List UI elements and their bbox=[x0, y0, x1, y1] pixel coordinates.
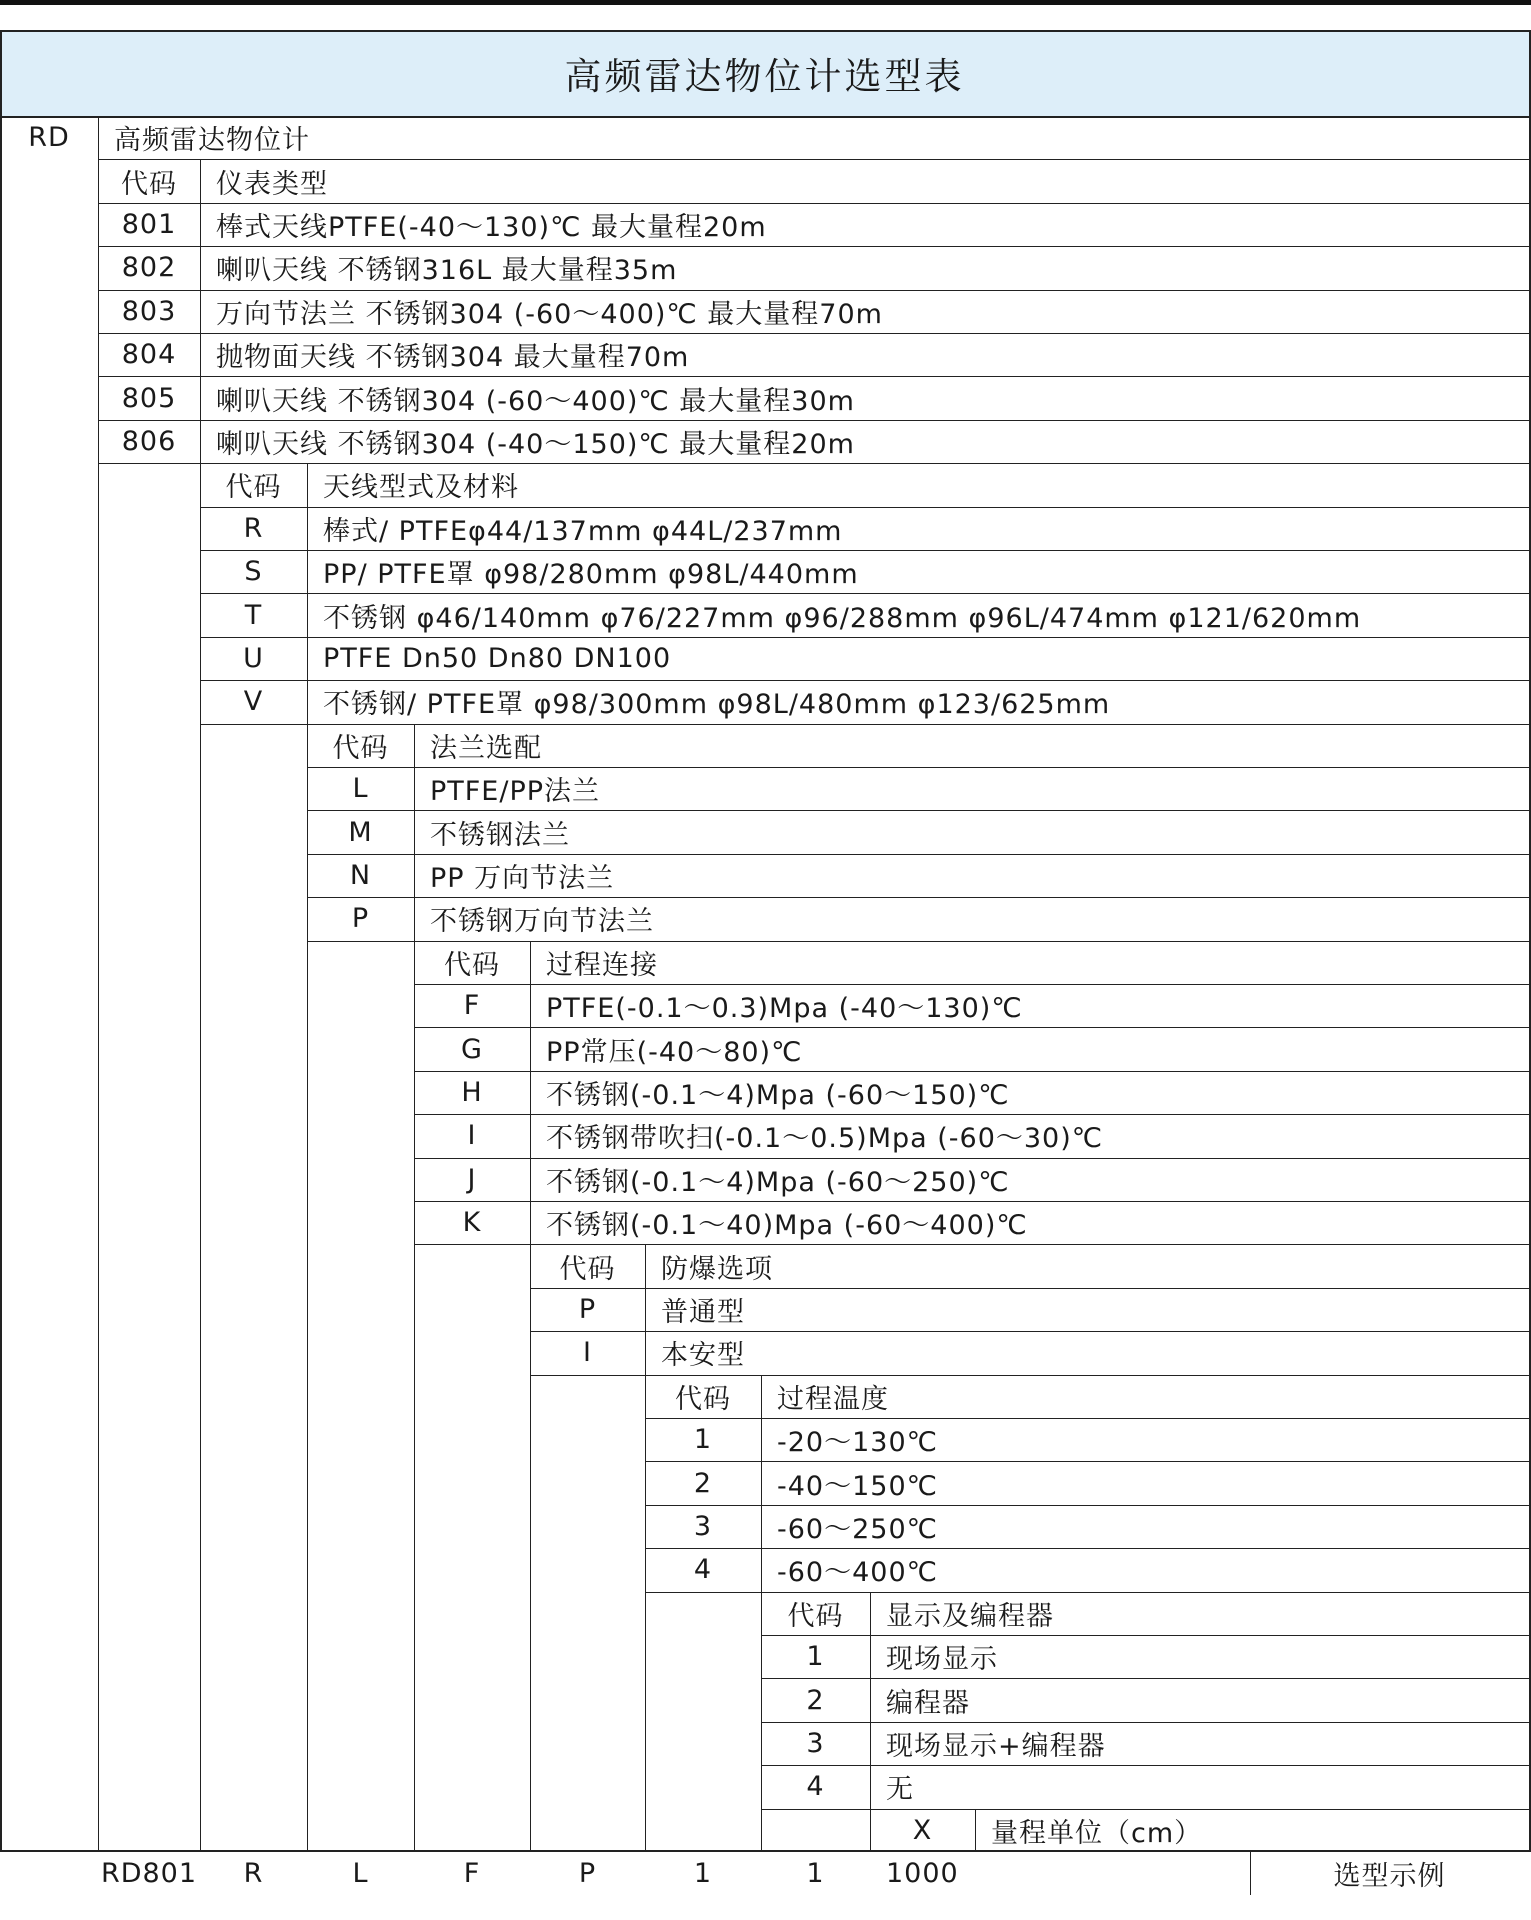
option-code: J bbox=[467, 1163, 477, 1195]
option-desc: PTFE(-0.1～0.3)Mpa (-40～130)℃ bbox=[546, 993, 1023, 1025]
option-desc: 不锈钢万向节法兰 bbox=[430, 906, 654, 938]
option-code: 1 bbox=[693, 1424, 713, 1456]
example-value: L bbox=[352, 1858, 369, 1890]
example-value: F bbox=[463, 1858, 481, 1890]
section-1-header: 天线型式及材料 bbox=[323, 472, 519, 504]
section-0-header: 仪表类型 bbox=[216, 168, 328, 200]
range-unit-code: X bbox=[912, 1814, 933, 1846]
col-rule bbox=[414, 724, 415, 1852]
top-rule bbox=[0, 0, 1531, 5]
section-4-header: 防爆选项 bbox=[661, 1253, 773, 1285]
row-rule bbox=[307, 767, 1531, 768]
row-rule bbox=[645, 1418, 1531, 1419]
option-desc: 现场显示 bbox=[886, 1644, 998, 1676]
row-rule bbox=[761, 1722, 1531, 1723]
option-desc: 喇叭天线 不锈钢304 (-60～400)℃ 最大量程30m bbox=[216, 385, 855, 417]
option-desc: 不锈钢(-0.1～4)Mpa (-60～250)℃ bbox=[546, 1166, 1010, 1198]
option-desc: 编程器 bbox=[886, 1687, 970, 1719]
row-rule bbox=[761, 1678, 1531, 1679]
option-desc: 普通型 bbox=[661, 1296, 745, 1328]
row-rule bbox=[200, 724, 1531, 725]
option-code: L bbox=[352, 773, 369, 805]
option-desc: 不锈钢法兰 bbox=[430, 819, 570, 851]
option-code: 804 bbox=[121, 339, 177, 371]
section-4-code-header: 代码 bbox=[559, 1253, 616, 1285]
option-code: 2 bbox=[806, 1684, 825, 1716]
example-value: R bbox=[243, 1858, 264, 1890]
row-rule bbox=[645, 1592, 1531, 1593]
option-desc: 棒式/ PTFEφ44/137mm φ44L/237mm bbox=[323, 515, 843, 547]
row-rule bbox=[98, 333, 1531, 334]
col-rule bbox=[200, 159, 201, 1852]
option-code: 3 bbox=[693, 1510, 713, 1542]
row-rule bbox=[414, 984, 1531, 985]
row-rule bbox=[307, 897, 1531, 898]
option-code: S bbox=[244, 556, 263, 588]
section-6-code-header: 代码 bbox=[787, 1600, 844, 1632]
border-left bbox=[0, 30, 2, 1852]
option-desc: -60～250℃ bbox=[777, 1513, 938, 1545]
section-3-code-header: 代码 bbox=[444, 949, 500, 981]
col-rule bbox=[1250, 1852, 1251, 1895]
row-rule bbox=[761, 1765, 1531, 1766]
example-value: 1000 bbox=[886, 1858, 959, 1890]
row-rule bbox=[98, 463, 1531, 464]
option-code: 802 bbox=[121, 252, 177, 284]
row-rule bbox=[200, 637, 1531, 638]
option-desc: 棒式天线PTFE(-40～130)℃ 最大量程20m bbox=[216, 211, 767, 243]
option-desc: PTFE Dn50 Dn80 DN100 bbox=[323, 642, 672, 674]
option-code: P bbox=[351, 903, 370, 935]
option-desc: 不锈钢 φ46/140mm φ76/227mm φ96/288mm φ96L/474mm φ121/620mm bbox=[323, 602, 1362, 634]
row-rule bbox=[414, 1071, 1531, 1072]
option-desc: 万向节法兰 不锈钢304 (-60～400)℃ 最大量程70m bbox=[216, 298, 883, 330]
option-desc: PTFE/PP法兰 bbox=[430, 776, 601, 808]
option-desc: 喇叭天线 不锈钢316L 最大量程35m bbox=[216, 255, 678, 287]
border-bottom bbox=[0, 1850, 1531, 1852]
option-code: R bbox=[243, 512, 264, 544]
option-desc: 不锈钢带吹扫(-0.1～0.5)Mpa (-60～30)℃ bbox=[546, 1123, 1104, 1155]
col-rule bbox=[761, 1375, 762, 1852]
row-rule bbox=[761, 1809, 1531, 1810]
row-rule bbox=[98, 246, 1531, 247]
row-rule bbox=[645, 1461, 1531, 1462]
option-code: I bbox=[467, 1120, 477, 1152]
option-code: G bbox=[461, 1033, 483, 1065]
root-code: RD bbox=[28, 122, 70, 154]
range-unit-desc: 量程单位（cm） bbox=[991, 1817, 1203, 1849]
option-code: 805 bbox=[121, 382, 177, 414]
example-value: 1 bbox=[693, 1858, 713, 1890]
option-desc: 抛物面天线 不锈钢304 最大量程70m bbox=[216, 342, 690, 374]
row-rule bbox=[645, 1548, 1531, 1549]
row-rule bbox=[98, 159, 1531, 160]
row-rule bbox=[98, 203, 1531, 204]
section-5-header: 过程温度 bbox=[777, 1383, 889, 1415]
row-rule bbox=[200, 507, 1531, 508]
row-rule bbox=[761, 1635, 1531, 1636]
option-code: T bbox=[244, 599, 263, 631]
option-code: 3 bbox=[806, 1727, 825, 1759]
col-rule bbox=[98, 116, 99, 1852]
option-desc: 不锈钢(-0.1～4)Mpa (-60～150)℃ bbox=[546, 1079, 1010, 1111]
col-rule bbox=[975, 1809, 976, 1852]
row-rule bbox=[530, 1288, 1531, 1289]
col-rule bbox=[645, 1244, 646, 1852]
col-rule bbox=[307, 463, 308, 1852]
col-rule bbox=[870, 1592, 871, 1852]
section-2-code-header: 代码 bbox=[332, 732, 389, 764]
row-rule bbox=[200, 550, 1531, 551]
option-code: H bbox=[461, 1076, 483, 1108]
option-code: 803 bbox=[121, 295, 177, 327]
row-rule bbox=[98, 420, 1531, 421]
section-1-code-header: 代码 bbox=[225, 472, 282, 504]
option-code: N bbox=[349, 859, 372, 891]
section-2-header: 法兰选配 bbox=[430, 732, 542, 764]
border-top bbox=[0, 30, 1531, 32]
option-code: V bbox=[243, 686, 264, 718]
option-code: 806 bbox=[121, 425, 177, 457]
option-desc: PP/ PTFE罩 φ98/280mm φ98L/440mm bbox=[323, 559, 859, 591]
option-desc: 不锈钢(-0.1～40)Mpa (-60～400)℃ bbox=[546, 1210, 1028, 1242]
row-rule bbox=[200, 593, 1531, 594]
row-rule bbox=[307, 854, 1531, 855]
page-title: 高频雷达物位计选型表 bbox=[0, 30, 1529, 116]
col-rule bbox=[530, 941, 531, 1852]
option-code: M bbox=[348, 816, 373, 848]
row-rule bbox=[307, 810, 1531, 811]
option-desc: -20～130℃ bbox=[777, 1427, 938, 1459]
row-rule bbox=[414, 1158, 1531, 1159]
example-label: 选型示例 bbox=[1333, 1861, 1446, 1893]
option-desc: 不锈钢/ PTFE罩 φ98/300mm φ98L/480mm φ123/625mm bbox=[323, 689, 1111, 721]
row-rule bbox=[414, 1027, 1531, 1028]
option-desc: PP常压(-40～80)℃ bbox=[546, 1036, 803, 1068]
row-rule bbox=[414, 1244, 1531, 1245]
section-0-code-header: 代码 bbox=[121, 168, 177, 200]
root-label: 高频雷达物位计 bbox=[114, 125, 310, 157]
option-code: 2 bbox=[693, 1467, 713, 1499]
option-code: I bbox=[583, 1337, 592, 1369]
section-6-header: 显示及编程器 bbox=[886, 1600, 1054, 1632]
option-code: K bbox=[462, 1207, 482, 1239]
option-desc: -60～400℃ bbox=[777, 1557, 938, 1589]
option-code: 4 bbox=[806, 1771, 825, 1803]
option-desc: -40～150℃ bbox=[777, 1470, 938, 1502]
section-5-code-header: 代码 bbox=[675, 1383, 731, 1415]
row-rule bbox=[530, 1331, 1531, 1332]
option-desc: 无 bbox=[886, 1774, 914, 1806]
option-desc: 本安型 bbox=[661, 1340, 745, 1372]
row-rule bbox=[200, 680, 1531, 681]
section-3-header: 过程连接 bbox=[546, 949, 658, 981]
row-rule bbox=[98, 376, 1531, 377]
row-rule bbox=[98, 290, 1531, 291]
row-rule bbox=[307, 941, 1531, 942]
option-desc: 现场显示+编程器 bbox=[886, 1730, 1106, 1762]
selection-table bbox=[0, 30, 1531, 1920]
option-code: P bbox=[578, 1293, 597, 1325]
option-code: U bbox=[243, 642, 264, 674]
example-value: 1 bbox=[806, 1858, 825, 1890]
row-rule bbox=[530, 1375, 1531, 1376]
row-rule bbox=[414, 1201, 1531, 1202]
example-value: P bbox=[578, 1858, 597, 1890]
option-code: 4 bbox=[693, 1554, 713, 1586]
option-desc: PP 万向节法兰 bbox=[430, 862, 615, 894]
row-rule bbox=[645, 1505, 1531, 1506]
border-title-bottom bbox=[0, 116, 1531, 118]
row-rule bbox=[414, 1114, 1531, 1115]
option-code: F bbox=[463, 990, 481, 1022]
option-desc: 喇叭天线 不锈钢304 (-40～150)℃ 最大量程20m bbox=[216, 428, 855, 460]
option-code: 801 bbox=[121, 208, 177, 240]
example-value: RD801 bbox=[100, 1858, 198, 1890]
option-code: 1 bbox=[806, 1641, 825, 1673]
